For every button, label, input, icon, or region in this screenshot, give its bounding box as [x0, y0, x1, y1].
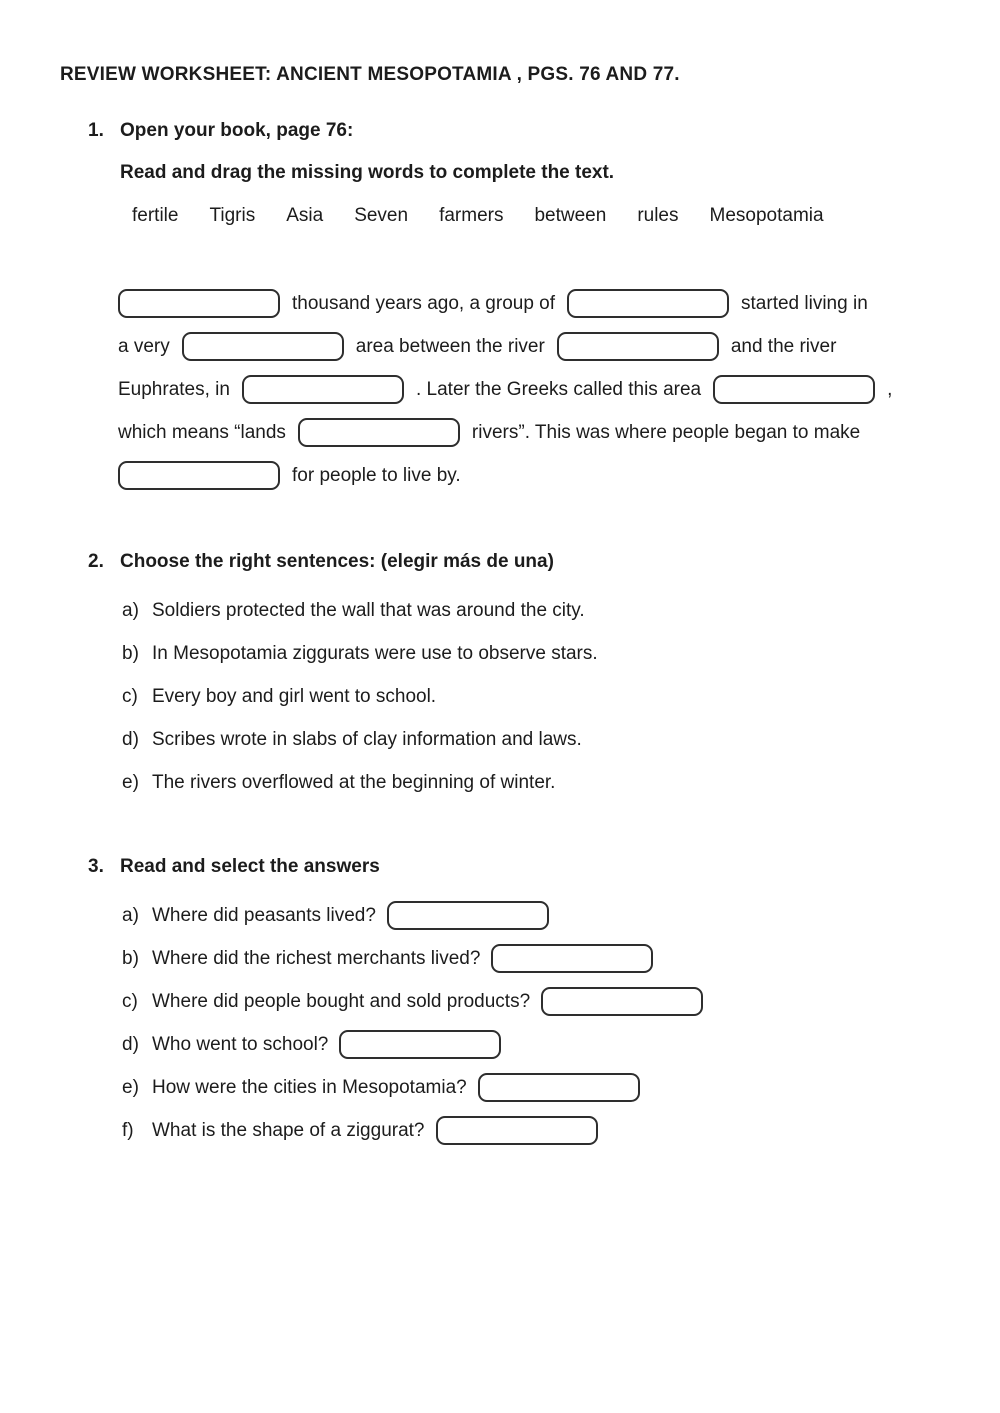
sentence-text: Every boy and girl went to school. — [152, 685, 437, 707]
draggable-word-farmers[interactable]: farmers — [439, 205, 504, 226]
section1-heading-text: Open your book, page 76: — [120, 120, 354, 141]
section3-heading-text: Read and select the answers — [120, 856, 380, 877]
question-row-d — [60, 1023, 942, 1066]
cloze-text-segment: started living in — [741, 292, 868, 314]
question-letter: b) — [122, 947, 139, 969]
sentence-option-c[interactable] — [60, 675, 942, 718]
blank-dropzone-5[interactable] — [242, 375, 404, 404]
cloze-line-2 — [118, 325, 942, 368]
section2-heading-text: Choose the right sentences: (elegir más de una) — [120, 551, 554, 572]
question-row-b — [60, 937, 942, 980]
question-row-f — [60, 1109, 942, 1152]
sentence-text: The rivers overflowed at the beginning of winter. — [152, 771, 556, 793]
drag-instruction: Read and drag the missing words to complete the text. — [120, 162, 615, 183]
section3-heading — [60, 854, 942, 880]
question-row-a — [60, 894, 942, 937]
cloze-text-segment: , — [887, 378, 893, 400]
sentence-text: Soldiers protected the wall that was around the city. — [152, 599, 585, 621]
cloze-text-segment: rivers”. This was where people began to make — [471, 421, 861, 443]
question-text: What is the shape of a ziggurat? — [152, 1119, 425, 1141]
cloze-line-3 — [118, 368, 942, 411]
option-letter: a) — [122, 599, 139, 621]
cloze-text-segment: a very — [118, 335, 170, 357]
section1-number: 1. — [88, 120, 104, 141]
question-text: Where did the richest merchants lived? — [152, 947, 481, 969]
question-row-e — [60, 1066, 942, 1109]
blank-dropzone-4[interactable] — [557, 332, 719, 361]
word-bank — [132, 204, 942, 228]
option-letter: c) — [122, 685, 138, 707]
blank-dropzone-7[interactable] — [298, 418, 460, 447]
question-letter: a) — [122, 904, 139, 926]
draggable-word-rules[interactable]: rules — [637, 205, 679, 226]
question-letter: c) — [122, 990, 138, 1012]
blank-dropzone-2[interactable] — [567, 289, 729, 318]
section-select-answers — [60, 854, 942, 1152]
answer-dropdown-d[interactable] — [339, 1030, 501, 1059]
question-text: Where did peasants lived? — [152, 904, 376, 926]
question-letter: e) — [122, 1076, 139, 1098]
cloze-text-segment: for people to live by. — [292, 464, 461, 486]
cloze-line-4 — [118, 411, 942, 454]
answer-dropdown-b[interactable] — [491, 944, 653, 973]
sentence-text: In Mesopotamia ziggurats were use to observe stars. — [152, 642, 598, 664]
cloze-text — [118, 282, 942, 497]
blank-dropzone-6[interactable] — [713, 375, 875, 404]
sentence-text: Scribes wrote in slabs of clay information and laws. — [152, 728, 582, 750]
answer-dropdown-f[interactable] — [436, 1116, 598, 1145]
blank-dropzone-8[interactable] — [118, 461, 280, 490]
section-choose-sentences — [60, 549, 942, 804]
answer-dropdown-a[interactable] — [387, 901, 549, 930]
section-open-your-book — [60, 118, 942, 497]
section1-heading — [60, 118, 942, 144]
draggable-word-asia[interactable]: Asia — [286, 205, 324, 226]
page-title: REVIEW WORKSHEET: ANCIENT MESOPOTAMIA , PGS. 76 AND 77. — [60, 64, 680, 85]
section2-number: 2. — [88, 551, 104, 572]
cloze-text-segment: thousand years ago, a group of — [292, 292, 556, 314]
answer-dropdown-c[interactable] — [541, 987, 703, 1016]
question-text: How were the cities in Mesopotamia? — [152, 1076, 467, 1098]
answer-dropdown-e[interactable] — [478, 1073, 640, 1102]
question-text: Who went to school? — [152, 1033, 329, 1055]
cloze-line-5 — [118, 454, 942, 497]
section3-items — [60, 894, 942, 1152]
sentence-option-a[interactable] — [60, 589, 942, 632]
draggable-word-between[interactable]: between — [534, 205, 607, 226]
draggable-word-tigris[interactable]: Tigris — [209, 205, 256, 226]
cloze-line-1 — [118, 282, 942, 325]
sentence-option-e[interactable] — [60, 761, 942, 804]
question-row-c — [60, 980, 942, 1023]
section2-heading — [60, 549, 942, 575]
cloze-text-segment: area between the river — [355, 335, 545, 357]
question-text: Where did people bought and sold products? — [152, 990, 531, 1012]
cloze-text-segment: and the river — [730, 335, 837, 357]
cloze-text-segment: . Later the Greeks called this area — [415, 378, 702, 400]
section3-number: 3. — [88, 856, 104, 877]
question-letter: d) — [122, 1033, 139, 1055]
sentence-option-b[interactable] — [60, 632, 942, 675]
cloze-text-segment: which means “lands — [118, 421, 286, 443]
sentence-option-d[interactable] — [60, 718, 942, 761]
option-letter: d) — [122, 728, 139, 750]
option-letter: b) — [122, 642, 139, 664]
blank-dropzone-1[interactable] — [118, 289, 280, 318]
cloze-text-segment: Euphrates, in — [118, 378, 230, 400]
draggable-word-fertile[interactable]: fertile — [132, 205, 179, 226]
question-letter: f) — [122, 1119, 134, 1141]
blank-dropzone-3[interactable] — [182, 332, 344, 361]
draggable-word-seven[interactable]: Seven — [354, 205, 409, 226]
option-letter: e) — [122, 771, 139, 793]
section2-items — [60, 589, 942, 804]
draggable-word-mesopotamia[interactable]: Mesopotamia — [709, 205, 824, 226]
